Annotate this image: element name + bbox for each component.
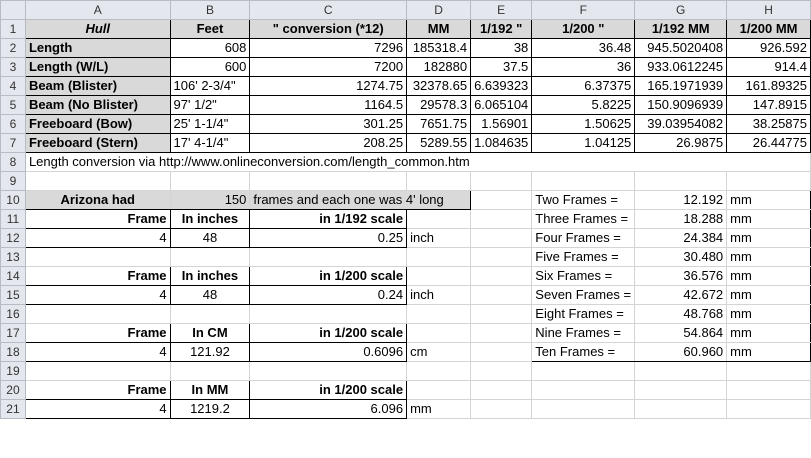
cell-f17[interactable]: Nine Frames =: [532, 324, 635, 343]
cell-c15[interactable]: 0.24: [250, 286, 407, 305]
cell-h14[interactable]: mm: [727, 267, 811, 286]
cell[interactable]: [170, 362, 250, 381]
cell-f4[interactable]: 6.37375: [532, 77, 635, 96]
cell-a12[interactable]: 4: [25, 229, 170, 248]
cell-f1[interactable]: 1/200 ": [532, 20, 635, 39]
cell-g12[interactable]: 24.384: [635, 229, 727, 248]
cell-h17[interactable]: mm: [727, 324, 811, 343]
row-header[interactable]: 2: [1, 39, 26, 58]
cell-f3[interactable]: 36: [532, 58, 635, 77]
cell[interactable]: [727, 400, 811, 419]
cell[interactable]: [471, 267, 532, 286]
row-header[interactable]: 10: [1, 191, 26, 210]
cell-a11[interactable]: Frame: [25, 210, 170, 229]
sheet-row: [1, 362, 811, 381]
cell-b5[interactable]: 97' 1/2": [170, 96, 250, 115]
row-header[interactable]: 5: [1, 96, 26, 115]
cell-g17[interactable]: 54.864: [635, 324, 727, 343]
cell-c10[interactable]: frames and each one was 4' long: [250, 191, 471, 210]
cell-f14[interactable]: Six Frames =: [532, 267, 635, 286]
sheet-row: [1, 96, 811, 115]
cell-b15[interactable]: 48: [170, 286, 250, 305]
cell[interactable]: [407, 362, 471, 381]
sheet-row: [1, 248, 811, 267]
cell-c7[interactable]: 208.25: [250, 134, 407, 153]
cell[interactable]: [532, 381, 635, 400]
cell[interactable]: [407, 267, 471, 286]
column-header-d[interactable]: D: [407, 1, 471, 20]
cell-f6[interactable]: 1.50625: [532, 115, 635, 134]
cell-g1[interactable]: 1/192 MM: [635, 20, 727, 39]
cell[interactable]: [407, 248, 471, 267]
cell-d12[interactable]: inch: [407, 229, 471, 248]
row-header[interactable]: 17: [1, 324, 26, 343]
cell-g16[interactable]: 48.768: [635, 305, 727, 324]
cell[interactable]: [471, 172, 532, 191]
cell-c5[interactable]: 1164.5: [250, 96, 407, 115]
row-header[interactable]: 9: [1, 172, 26, 191]
select-all-corner[interactable]: [1, 1, 26, 20]
cell-c11[interactable]: in 1/192 scale: [250, 210, 407, 229]
cell-h4[interactable]: 161.89325: [727, 77, 811, 96]
row-header[interactable]: 21: [1, 400, 26, 419]
cell-b18[interactable]: 121.92: [170, 343, 250, 362]
cell[interactable]: [727, 381, 811, 400]
cell-g15[interactable]: 42.672: [635, 286, 727, 305]
cell-a20[interactable]: Frame: [25, 381, 170, 400]
cell-e6[interactable]: 1.56901: [471, 115, 532, 134]
sheet-row: [1, 20, 811, 39]
cell[interactable]: [635, 381, 727, 400]
cell-f10[interactable]: Two Frames =: [532, 191, 635, 210]
cell[interactable]: [471, 343, 532, 362]
row-header[interactable]: 13: [1, 248, 26, 267]
cell-c2[interactable]: 7296: [250, 39, 407, 58]
cell[interactable]: [532, 400, 635, 419]
cell[interactable]: [170, 305, 250, 324]
sheet-row: [1, 343, 811, 362]
cell-g5[interactable]: 150.9096939: [635, 96, 727, 115]
cell-e1[interactable]: 1/192 ": [471, 20, 532, 39]
sheet-row: [1, 210, 811, 229]
row-header[interactable]: 12: [1, 229, 26, 248]
sheet-row: [1, 305, 811, 324]
cell-h6[interactable]: 38.25875: [727, 115, 811, 134]
row-header[interactable]: 16: [1, 305, 26, 324]
cell-a15[interactable]: 4: [25, 286, 170, 305]
cell-f7[interactable]: 1.04125: [532, 134, 635, 153]
cell[interactable]: [532, 362, 635, 381]
cell[interactable]: [727, 362, 811, 381]
cell-a17[interactable]: Frame: [25, 324, 170, 343]
cell-b2[interactable]: 608: [170, 39, 250, 58]
row-header[interactable]: 15: [1, 286, 26, 305]
cell-b14[interactable]: In inches: [170, 267, 250, 286]
column-header-g[interactable]: G: [635, 1, 727, 20]
cell-c20[interactable]: in 1/200 scale: [250, 381, 407, 400]
cell-f5[interactable]: 5.8225: [532, 96, 635, 115]
cell-f12[interactable]: Four Frames =: [532, 229, 635, 248]
sheet-row: [1, 229, 811, 248]
cell-b12[interactable]: 48: [170, 229, 250, 248]
cell-c14[interactable]: in 1/200 scale: [250, 267, 407, 286]
cell-f13[interactable]: Five Frames =: [532, 248, 635, 267]
cell[interactable]: [25, 248, 170, 267]
cell-d6[interactable]: 7651.75: [407, 115, 471, 134]
cell-a10[interactable]: Arizona had: [25, 191, 170, 210]
cell[interactable]: [250, 172, 407, 191]
cell[interactable]: [471, 324, 532, 343]
sheet-row: [1, 191, 811, 210]
column-header-f[interactable]: F: [532, 1, 635, 20]
cell[interactable]: [25, 362, 170, 381]
cell-b7[interactable]: 17' 4-1/4": [170, 134, 250, 153]
cell-e4[interactable]: 6.639323: [471, 77, 532, 96]
cell-d7[interactable]: 5289.55: [407, 134, 471, 153]
cell-a8-note[interactable]: Length conversion via http://www.onlineconversion.com/length_common.htm: [25, 153, 810, 172]
cell-g4[interactable]: 165.1971939: [635, 77, 727, 96]
cell-g18[interactable]: 60.960: [635, 343, 727, 362]
cell[interactable]: [250, 305, 407, 324]
cell-h2[interactable]: 926.592: [727, 39, 811, 58]
row-header[interactable]: 7: [1, 134, 26, 153]
cell-a3[interactable]: Length (W/L): [25, 58, 170, 77]
cell-h3[interactable]: 914.4: [727, 58, 811, 77]
cell-h1[interactable]: 1/200 MM: [727, 20, 811, 39]
cell-h15[interactable]: mm: [727, 286, 811, 305]
cell-g3[interactable]: 933.0612245: [635, 58, 727, 77]
row-header[interactable]: 6: [1, 115, 26, 134]
sheet-row: [1, 39, 811, 58]
cell-f16[interactable]: Eight Frames =: [532, 305, 635, 324]
cell-h10[interactable]: mm: [727, 191, 811, 210]
cell-b3[interactable]: 600: [170, 58, 250, 77]
cell[interactable]: [471, 381, 532, 400]
cell-a7[interactable]: Freeboard (Stern): [25, 134, 170, 153]
cell-d18[interactable]: cm: [407, 343, 471, 362]
cell-b4[interactable]: 106' 2-3/4": [170, 77, 250, 96]
cell-f11[interactable]: Three Frames =: [532, 210, 635, 229]
row-header[interactable]: 14: [1, 267, 26, 286]
cell-c4[interactable]: 1274.75: [250, 77, 407, 96]
cell[interactable]: [471, 400, 532, 419]
cell-d3[interactable]: 182880: [407, 58, 471, 77]
sheet-row: [1, 153, 811, 172]
cell[interactable]: [471, 248, 532, 267]
sheet-row: [1, 134, 811, 153]
cell-b11[interactable]: In inches: [170, 210, 250, 229]
cell-b17[interactable]: In CM: [170, 324, 250, 343]
cell[interactable]: [727, 172, 811, 191]
sheet-row: [1, 286, 811, 305]
cell-a1[interactable]: Hull: [25, 20, 170, 39]
cell[interactable]: [471, 191, 532, 210]
cell-g10[interactable]: 12.192: [635, 191, 727, 210]
cell-e5[interactable]: 6.065104: [471, 96, 532, 115]
cell-a21[interactable]: 4: [25, 400, 170, 419]
cell[interactable]: [25, 305, 170, 324]
column-header-row: [1, 1, 811, 20]
column-header-e[interactable]: E: [471, 1, 532, 20]
cell-b6[interactable]: 25' 1-1/4": [170, 115, 250, 134]
cell-g2[interactable]: 945.5020408: [635, 39, 727, 58]
cell-d4[interactable]: 32378.65: [407, 77, 471, 96]
cell-a5[interactable]: Beam (No Blister): [25, 96, 170, 115]
column-header-a[interactable]: A: [25, 1, 170, 20]
cell-e3[interactable]: 37.5: [471, 58, 532, 77]
cell-g13[interactable]: 30.480: [635, 248, 727, 267]
cell[interactable]: [250, 248, 407, 267]
cell-a2[interactable]: Length: [25, 39, 170, 58]
cell-c6[interactable]: 301.25: [250, 115, 407, 134]
cell[interactable]: [532, 172, 635, 191]
column-header-h[interactable]: H: [727, 1, 811, 20]
cell[interactable]: [250, 362, 407, 381]
cell-f15[interactable]: Seven Frames =: [532, 286, 635, 305]
cell-c3[interactable]: 7200: [250, 58, 407, 77]
column-header-b[interactable]: B: [170, 1, 250, 20]
cell-h7[interactable]: 26.44775: [727, 134, 811, 153]
sheet-row: [1, 324, 811, 343]
cell-c12[interactable]: 0.25: [250, 229, 407, 248]
sheet-row: [1, 115, 811, 134]
row-header[interactable]: 19: [1, 362, 26, 381]
cell-a14[interactable]: Frame: [25, 267, 170, 286]
cell-c17[interactable]: in 1/200 scale: [250, 324, 407, 343]
cell-a18[interactable]: 4: [25, 343, 170, 362]
cell-c1[interactable]: " conversion (*12): [250, 20, 407, 39]
sheet-row: [1, 172, 811, 191]
cell-b10[interactable]: 150: [170, 191, 250, 210]
cell[interactable]: [407, 381, 471, 400]
sheet-row: [1, 267, 811, 286]
sheet-row: [1, 400, 811, 419]
cell-e2[interactable]: 38: [471, 39, 532, 58]
cell-f18[interactable]: Ten Frames =: [532, 343, 635, 362]
cell-b20[interactable]: In MM: [170, 381, 250, 400]
cell-f2[interactable]: 36.48: [532, 39, 635, 58]
row-header[interactable]: 4: [1, 77, 26, 96]
cell[interactable]: [407, 210, 471, 229]
cell[interactable]: [635, 172, 727, 191]
cell[interactable]: [471, 210, 532, 229]
cell-d2[interactable]: 185318.4: [407, 39, 471, 58]
cell-h5[interactable]: 147.8915: [727, 96, 811, 115]
cell-g11[interactable]: 18.288: [635, 210, 727, 229]
sheet-row: [1, 58, 811, 77]
cell-c18[interactable]: 0.6096: [250, 343, 407, 362]
cell-c21[interactable]: 6.096: [250, 400, 407, 419]
cell-b1[interactable]: Feet: [170, 20, 250, 39]
cell-e7[interactable]: 1.084635: [471, 134, 532, 153]
cell-g7[interactable]: 26.9875: [635, 134, 727, 153]
cell-h16[interactable]: mm: [727, 305, 811, 324]
row-header[interactable]: 8: [1, 153, 26, 172]
cell-d15[interactable]: inch: [407, 286, 471, 305]
sheet-row: [1, 77, 811, 96]
cell[interactable]: [635, 400, 727, 419]
cell[interactable]: [635, 362, 727, 381]
cell[interactable]: [407, 324, 471, 343]
cell-d21[interactable]: mm: [407, 400, 471, 419]
cell-d5[interactable]: 29578.3: [407, 96, 471, 115]
cell[interactable]: [471, 286, 532, 305]
cell-g6[interactable]: 39.03954082: [635, 115, 727, 134]
cell-d1[interactable]: MM: [407, 20, 471, 39]
cell-h13[interactable]: mm: [727, 248, 811, 267]
cell[interactable]: [25, 172, 170, 191]
row-header[interactable]: 18: [1, 343, 26, 362]
row-header[interactable]: 1: [1, 20, 26, 39]
row-header[interactable]: 20: [1, 381, 26, 400]
cell[interactable]: [407, 172, 471, 191]
column-header-c[interactable]: C: [250, 1, 407, 20]
cell-g14[interactable]: 36.576: [635, 267, 727, 286]
cell[interactable]: [471, 305, 532, 324]
cell-h11[interactable]: mm: [727, 210, 811, 229]
cell[interactable]: [170, 248, 250, 267]
sheet-row: [1, 381, 811, 400]
row-header[interactable]: 3: [1, 58, 26, 77]
cell-b21[interactable]: 1219.2: [170, 400, 250, 419]
cell-h12[interactable]: mm: [727, 229, 811, 248]
cell[interactable]: [170, 172, 250, 191]
cell-a6[interactable]: Freeboard (Bow): [25, 115, 170, 134]
row-header[interactable]: 11: [1, 210, 26, 229]
cell[interactable]: [471, 362, 532, 381]
cell-a4[interactable]: Beam (Blister): [25, 77, 170, 96]
cell[interactable]: [471, 229, 532, 248]
cell[interactable]: [407, 305, 471, 324]
cell-h18[interactable]: mm: [727, 343, 811, 362]
